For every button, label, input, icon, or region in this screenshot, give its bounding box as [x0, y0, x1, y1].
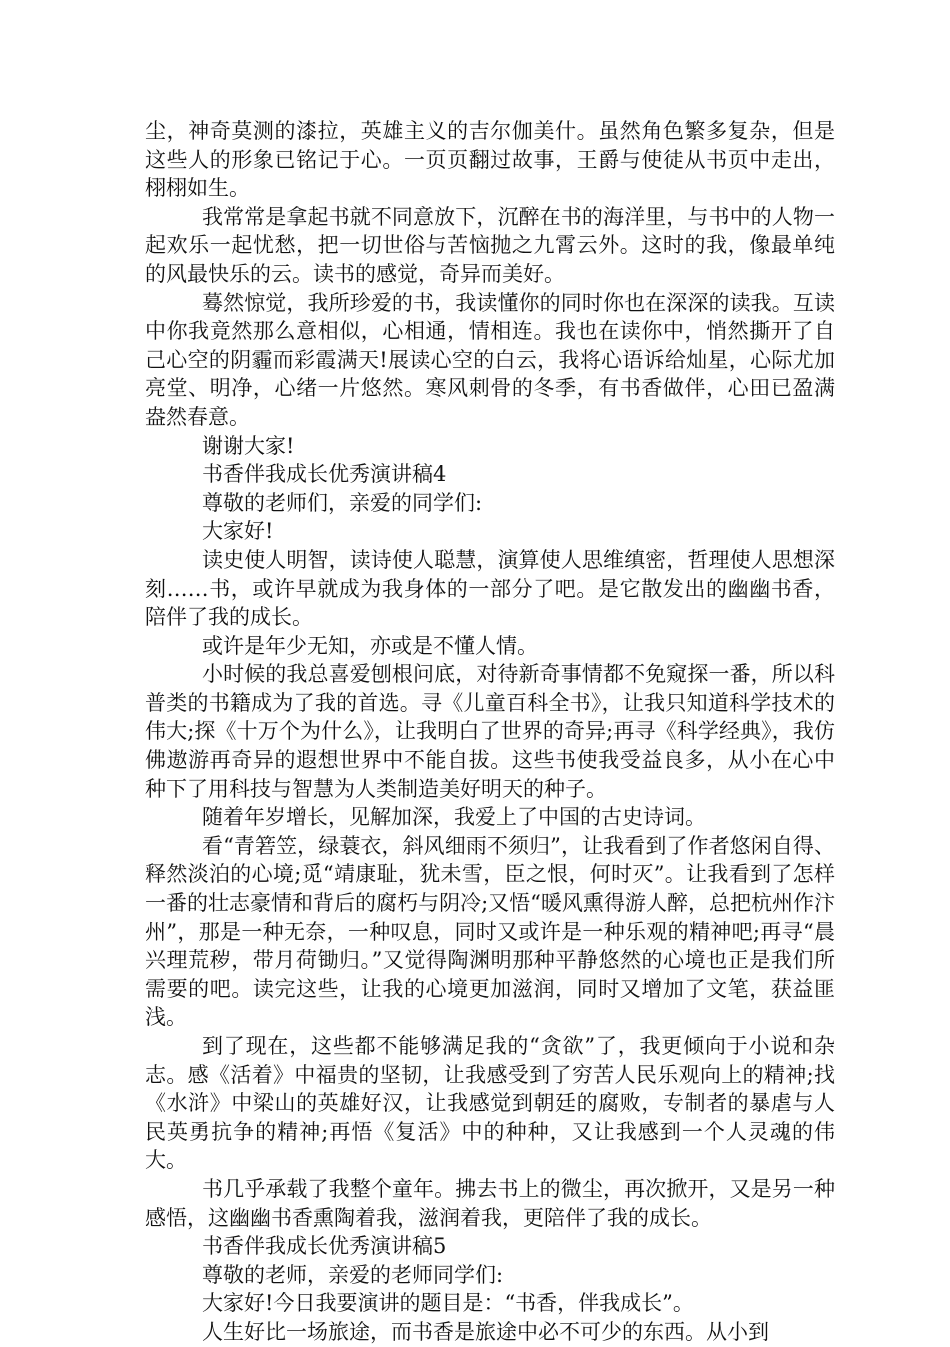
paragraph-9: 或许是年少无知，亦或是不懂人情。: [202, 633, 538, 658]
document-body: [145, 117, 835, 1347]
paragraph-11: 随着年岁增长，见解加深，我爱上了中国的古史诗词。: [202, 805, 706, 830]
speech-4-title: 书香伴我成长优秀演讲稿4: [202, 462, 447, 487]
paragraph-4: 谢谢大家!: [202, 433, 295, 458]
paragraph-13: 到了现在，这些都不能够满足我的“贪欲”了，我更倾向于小说和杂志。感《活着》中福贵的坚韧，让我感受到了穷苦人民乐观向上的精神;找《水浒》中梁山的英雄好汉，让我感觉到朝廷的腐败，专制者的暴虐与人民英勇抗争的精神;再悟《复活》中的种种，又让我感到一个人灵魂的伟大。: [145, 1034, 835, 1173]
paragraph-3: 蓦然惊觉，我所珍爱的书，我读懂你的同时你也在深深的读我。互读中你我竟然那么意相似，心相通，情相连。我也在读你中，悄然撕开了自己心空的阴霾而彩霞满天!展读心空的白云，我将心语诉给灿星，心际尤加亮堂、明净，心绪一片悠然。寒风刺骨的冬季，有书香做伴，心田已盈满盎然春意。: [145, 290, 835, 429]
speech-4-salutation: 尊敬的老师们，亲爱的同学们:: [202, 490, 483, 515]
paragraph-1: 尘，神奇莫测的漆拉，英雄主义的吉尔伽美什。虽然角色繁多复杂，但是这些人的形象已铭记于心。一页页翻过故事，王爵与使徒从书页中走出，栩栩如生。: [145, 119, 835, 201]
speech-4-greeting: 大家好!: [202, 519, 274, 544]
speech-5-salutation: 尊敬的老师，亲爱的老师同学们:: [202, 1262, 504, 1287]
paragraph-14: 书几乎承载了我整个童年。拂去书上的微尘，再次掀开，又是另一种感悟，这幽幽书香熏陶着我，滋润着我，更陪伴了我的成长。: [145, 1176, 835, 1230]
paragraph-18: 人生好比一场旅途，而书香是旅途中必不可少的东西。从小到: [202, 1319, 769, 1344]
paragraph-10: 小时候的我总喜爱刨根问底，对待新奇事情都不免窥探一番，所以科普类的书籍成为了我的首选。寻《儿童百科全书》，让我只知道科学技术的伟大;探《十万个为什么》，让我明白了世界的奇异;再寻《科学经典》，我仿佛遨游再奇异的遐想世界中不能自拔。这些书使我受益良多，从小在心中种下了用科技与智慧为人类制造美好明天的种子。: [145, 662, 835, 801]
speech-5-title: 书香伴我成长优秀演讲稿5: [202, 1234, 447, 1259]
paragraph-12: 看“青箬笠，绿蓑衣，斜风细雨不须归”，让我看到了作者悠闲自得、释然淡泊的心境;觅“靖康耻，犹未雪，臣之恨，何时灭”。让我看到了怎样一番的壮志豪情和背后的腐朽与阴冷;又悟“暖风熏得游人醉，总把杭州作汴州”，那是一种无奈，一种叹息，同时又或许是一种乐观的精神吧;再寻“晨兴理荒秽，带月荷锄归。”又觉得陶渊明那种平静悠然的心境也正是我们所需要的吧。读完这些，让我的心境更加滋润，同时又增加了文笔，获益匪浅。: [145, 833, 835, 1030]
paragraph-8: 读史使人明智，读诗使人聪慧，演算使人思维缜密，哲理使人思想深刻……书，或许早就成为我身体的一部分了吧。是它散发出的幽幽书香，陪伴了我的成长。: [145, 547, 835, 630]
speech-5-greeting: 大家好!今日我要演讲的题目是：“书香，伴我成长”。: [202, 1291, 694, 1316]
paragraph-2: 我常常是拿起书就不同意放下，沉醉在书的海洋里，与书中的人物一起欢乐一起忧愁，把一切世俗与苦恼抛之九霄云外。这时的我，像最单纯的风最快乐的云。读书的感觉，奇异而美好。: [145, 204, 835, 286]
